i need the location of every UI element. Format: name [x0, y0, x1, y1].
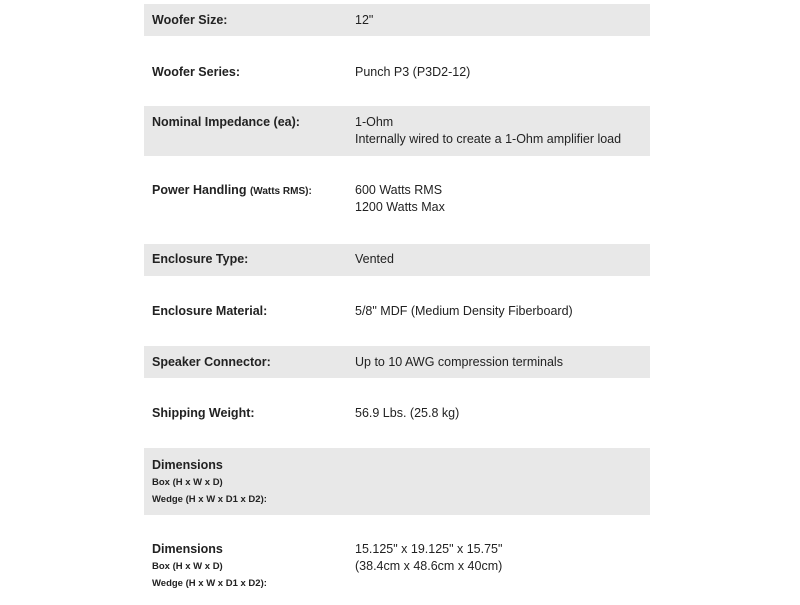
spec-value	[355, 64, 642, 106]
spec-label-main: Power Handling	[152, 183, 247, 197]
spec-value-line: 1-Ohm	[355, 115, 394, 129]
spec-value-line: Internally wired to create a 1-Ohm amplifier load	[355, 132, 622, 146]
spec-value	[355, 457, 642, 515]
spec-label: Speaker Connector:	[152, 355, 271, 369]
spec-sublabel-wedge: Wedge (H x W x D1 x D2):	[152, 578, 267, 589]
spec-value-line: (38.4cm x 48.6cm x 40cm)	[355, 559, 503, 573]
spec-label: Enclosure Type:	[152, 252, 249, 266]
spec-sublabel-box: Box (H x W x D)	[152, 477, 223, 488]
spec-row-dimensions	[144, 448, 650, 515]
spec-label	[152, 457, 355, 515]
spec-table	[144, 4, 650, 605]
spec-value	[355, 182, 642, 244]
spec-row-woofer-series	[144, 36, 650, 106]
spec-sublabel-box: Box (H x W x D)	[152, 561, 223, 572]
spec-label	[152, 541, 355, 605]
spec-row-enclosure-type	[144, 244, 650, 276]
spec-value-line: Vented	[355, 252, 394, 266]
spec-value	[355, 354, 642, 378]
spec-value-line: 5/8" MDF (Medium Density Fiberboard)	[355, 304, 573, 318]
spec-value	[355, 114, 642, 156]
spec-label: Nominal Impedance (ea):	[152, 115, 300, 129]
spec-label-main: Dimensions	[152, 458, 223, 472]
spec-value	[355, 303, 642, 346]
spec-row-nominal-impedance	[144, 106, 650, 156]
spec-label: Woofer Series:	[152, 65, 240, 79]
spec-value	[355, 251, 642, 276]
spec-row-enclosure-material	[144, 276, 650, 346]
spec-label: Enclosure Material:	[152, 304, 268, 318]
spec-row-woofer-size	[144, 4, 650, 36]
spec-value-line: 1200 Watts Max	[355, 200, 445, 214]
spec-value	[355, 405, 642, 448]
spec-label: Woofer Size:	[152, 13, 228, 27]
spec-row-dimensions-values	[144, 515, 650, 605]
spec-value-line: 56.9 Lbs. (25.8 kg)	[355, 406, 460, 420]
spec-value-line: 12"	[355, 13, 374, 27]
spec-value-line: 600 Watts RMS	[355, 183, 443, 197]
spec-label	[152, 182, 355, 244]
spec-label-unit: (Watts RMS):	[249, 186, 312, 197]
spec-label-main: Dimensions	[152, 542, 223, 556]
spec-sublabel-wedge: Wedge (H x W x D1 x D2):	[152, 494, 267, 505]
spec-value	[355, 12, 642, 36]
spec-row-speaker-connector	[144, 346, 650, 378]
spec-row-power-handling	[144, 156, 650, 244]
spec-row-shipping-weight	[144, 378, 650, 448]
spec-value	[355, 541, 642, 605]
spec-value-line: 15.125" x 19.125" x 15.75"	[355, 542, 503, 556]
spec-value-line: Punch P3 (P3D2-12)	[355, 65, 471, 79]
spec-label: Shipping Weight:	[152, 406, 255, 420]
spec-value-line: Up to 10 AWG compression terminals	[355, 355, 563, 369]
